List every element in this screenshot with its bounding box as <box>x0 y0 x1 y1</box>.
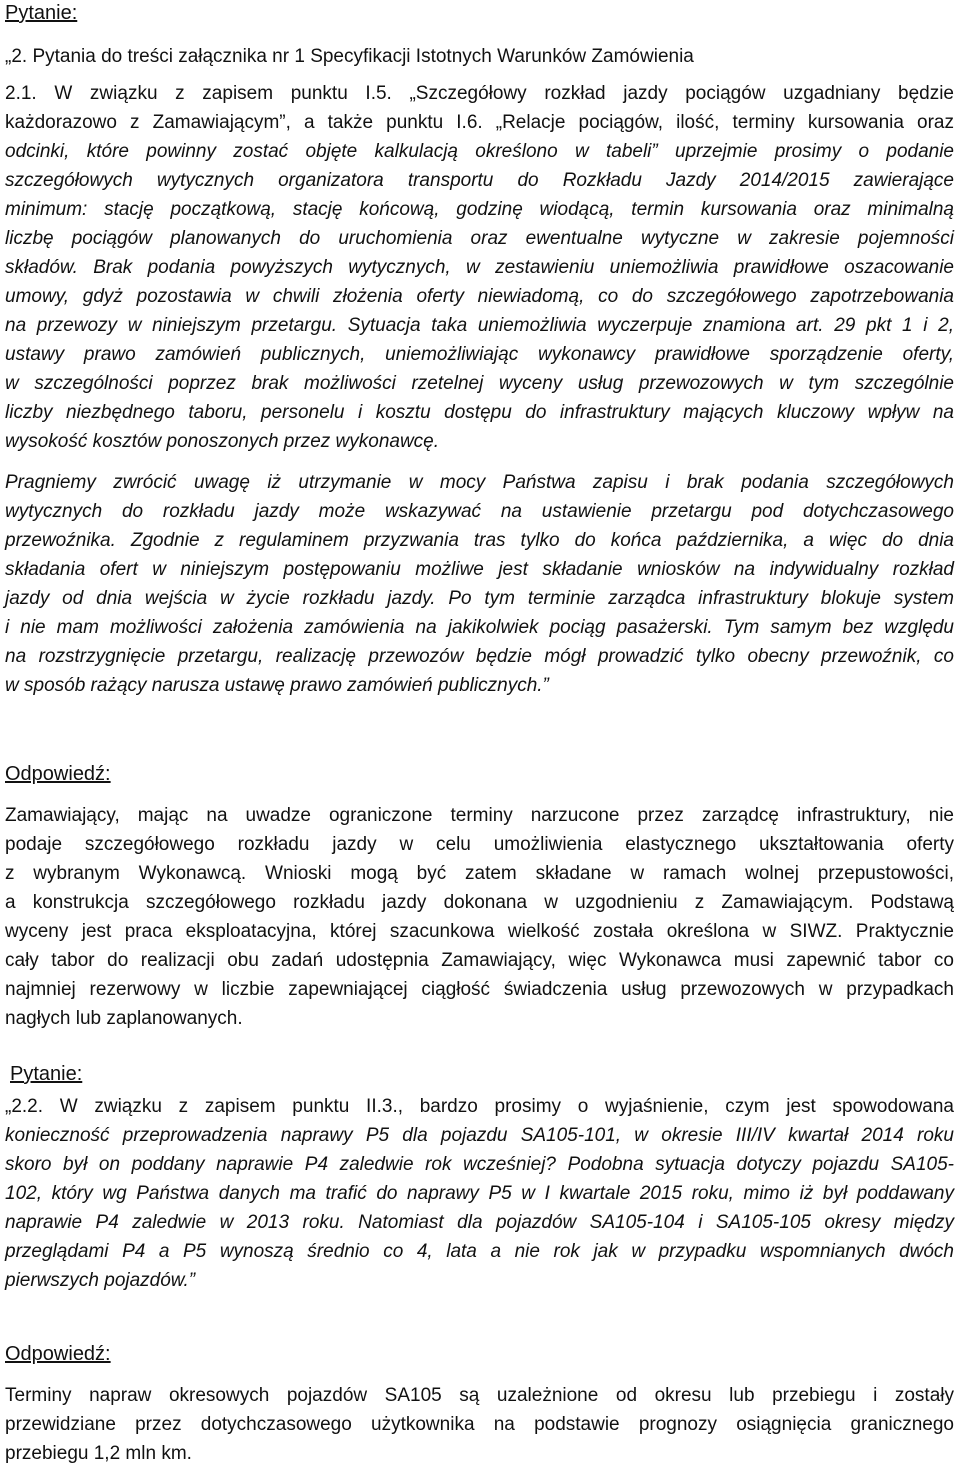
a1-line-4: a konstrukcja szczegółowego rozkładu jazdy dokonana w uzgodnieniu z Zamawiającym. Podstawą <box>5 892 954 913</box>
q1-line-2: każdorazowo z Zamawiającym”, a także punktu I.6. „Relacje pociągów, ilość, terminy kursowania oraz <box>5 112 954 133</box>
a1-line-8: nagłych lub zaplanowanych. <box>5 1008 243 1029</box>
q2-line-1: „2.2. W związku z zapisem punktu II.3., bardzo prosimy o wyjaśnienie, czym jest spowodowana <box>5 1096 954 1117</box>
q1-p2-line-2: wytycznych do rozkładu jazdy może wskazywać na ustawienie przetargu pod dotychczasowego <box>5 501 954 522</box>
a1-line-5: wyceny jest praca eksploatacyjna, której szacunkowa wielkość została określona w SIWZ. Praktycznie <box>5 921 954 942</box>
q1-p2-line-6: i nie mam możliwości założenia zamówienia na jakikolwiek pociąg pasażerski. Tym samym bez względu <box>5 617 954 638</box>
a1-line-1: Zamawiający, mając na uwadze ograniczone terminy narzucone przez zarządcę infrastruktury, nie <box>5 805 954 826</box>
q1-line-4: szczegółowych wytycznych organizatora transportu do Rozkładu Jazdy 2014/2015 zawierające <box>5 170 954 191</box>
q1-p2-line-3: przewoźnika. Zgodnie z regulaminem przyzwania tras tylko do końca października, a więc do dnia <box>5 530 954 551</box>
question-heading: Pytanie: <box>5 2 78 24</box>
a1-line-2: podaje szczegółowego rozkładu jazdy w celu umożliwienia elastycznego ukształtowania oferty <box>5 834 954 855</box>
q1-line-8: umowy, gdyż pozostawia w chwili złożenia oferty niewiadomą, co do szczegółowego zapotrzebowania <box>5 286 954 307</box>
q1-line-11: w szczególności poprzez brak możliwości rzetelnej wyceny usług przewozowych w tym szczególnie <box>5 373 954 394</box>
q2-line-5: naprawie P4 zaledwie w 2013 roku. Natomiast dla pojazdów SA105-104 i SA105-105 okresy między <box>5 1212 954 1233</box>
q1-line-7: składów. Brak podania powyższych wytycznych, w zestawieniu uniemożliwia prawidłowe oszacowanie <box>5 257 954 278</box>
a1-line-6: cały tabor do realizacji obu zadań udostępnia Zamawiający, więc Wykonawca musi zapewnić tabor co <box>5 950 954 971</box>
q2-line-2: konieczność przeprowadzenia naprawy P5 dla pojazdu SA105-101, w okresie III/IV kwartał 2014 roku <box>5 1125 954 1146</box>
answer-heading-2: Odpowiedź: <box>5 1343 111 1365</box>
q2-line-4: 102, który wg Państwa danych ma trafić do naprawy P5 w I kwartale 2015 roku, mimo iż był poddawany <box>5 1183 954 1204</box>
q1-line-5: minimum: stację początkową, stację końcową, godzinę wiodącą, termin kursowania oraz minimalną <box>5 199 954 220</box>
q1-line-9: na przewozy w niniejszym przetargu. Sytuacja taka uniemożliwia wyczerpuje znamiona art. 29 pkt 1 i 2, <box>5 315 954 336</box>
a2-line-1: Terminy napraw okresowych pojazdów SA105 są uzależnione od okresu lub przebiegu i zostały <box>5 1385 954 1406</box>
q2-line-6: przeglądami P4 a P5 wynoszą średnio co 4, lata a nie rok jak w przypadku wspomnianych dwóch <box>5 1241 954 1262</box>
a2-line-3: przebiegu 1,2 mln km. <box>5 1443 192 1464</box>
q1-line-13: wysokość kosztów ponoszonych przez wykonawcę. <box>5 431 440 452</box>
a1-line-3: z wybranym Wykonawcą. Wnioski mogą być zatem składane w ramach wolnej przepustowości, <box>5 863 954 884</box>
a1-line-7: najmniej rezerwowy w liczbie zapewniającej ciągłość świadczenia usług przewozowych w przypadkach <box>5 979 954 1000</box>
question-heading-2: Pytanie: <box>10 1063 83 1085</box>
q1-line-6: liczbę pociągów planowanych do uruchomienia oraz ewentualne wytyczne w zakresie pojemności <box>5 228 954 249</box>
a2-line-2: przewidziane przez dotychczasowego użytkownika na podstawie prognozy osiągnięcia granicznego <box>5 1414 954 1435</box>
q1-line-10: ustawy prawo zamówień publicznych, uniemożliwiając wykonawcy prawidłowe sporządzenie oferty, <box>5 344 954 365</box>
answer-heading: Odpowiedź: <box>5 763 111 785</box>
q1-p2-line-7: na rozstrzygnięcie przetargu, realizację przewozów będzie mógł prowadzić tylko obecny przewoźnik, co <box>5 646 954 667</box>
q1-p2-line-1: Pragniemy zwrócić uwagę iż utrzymanie w mocy Państwa zapisu i brak podania szczegółowych <box>5 472 954 493</box>
q1-p2-line-4: składania ofert w niniejszym postępowaniu możliwe jest składanie wniosków na indywidualny rozkład <box>5 559 954 580</box>
q1-line-1: 2.1. W związku z zapisem punktu I.5. „Szczegółowy rozkład jazdy pociągów uzgadniany będzie <box>5 83 954 104</box>
section-title: „2. Pytania do treści załącznika nr 1 Specyfikacji Istotnych Warunków Zamówienia <box>5 46 694 67</box>
q2-line-3: skoro był on poddany naprawie P4 zaledwie rok wcześniej? Podobna sytuacja dotyczy pojazdu SA105- <box>5 1154 954 1175</box>
q1-p2-line-5: jazdy od dnia wejścia w życie rozkładu jazdy. Po tym terminie zarządca infrastruktury blokuje system <box>5 588 954 609</box>
q2-line-7: pierwszych pojazdów.” <box>5 1270 196 1291</box>
q1-line-12: liczby niezbędnego taboru, personelu i kosztu dostępu do infrastruktury mających kluczowy wpływ na <box>5 402 954 423</box>
q1-line-3: odcinki, które powinny zostać objęte kalkulacją określono w tabeli” uprzejmie prosimy o podanie <box>5 141 954 162</box>
q1-p2-line-8: w sposób rażący narusza ustawę prawo zamówień publicznych.” <box>5 675 549 696</box>
